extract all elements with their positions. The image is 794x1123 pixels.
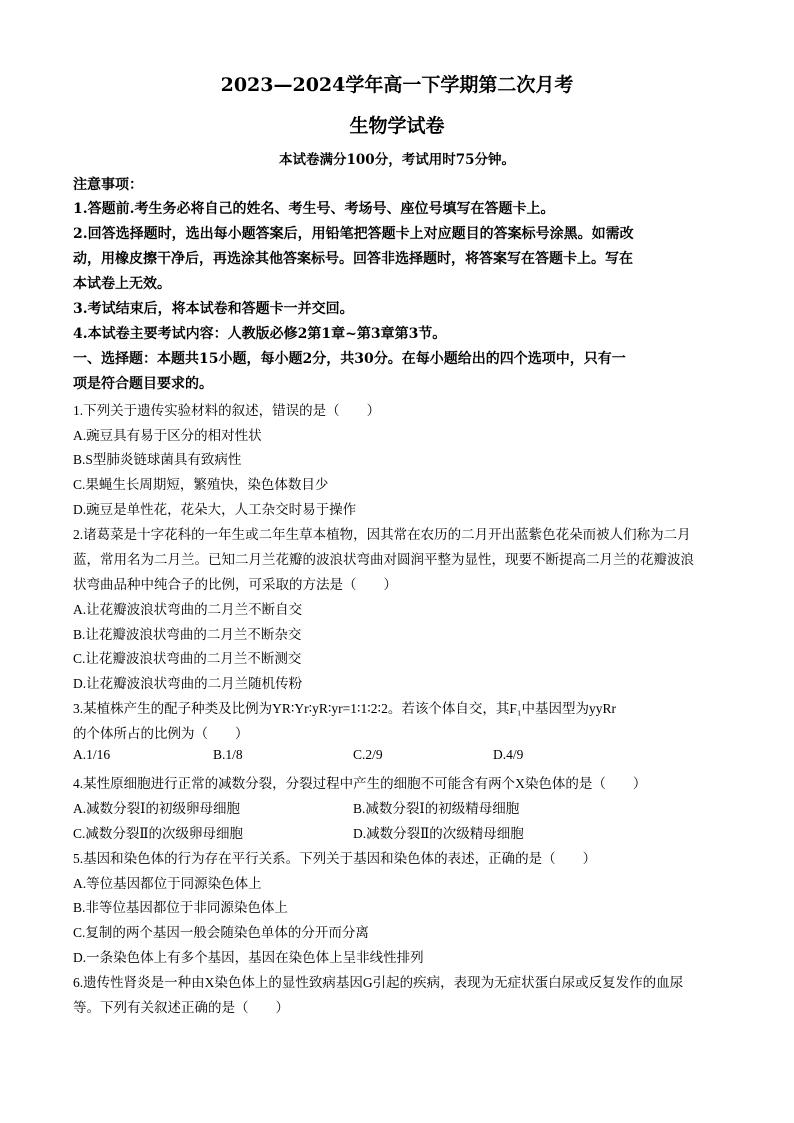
q3-option-a: A.1/16: [73, 747, 111, 762]
q1-option-d: D.豌豆是单性花，花朵大，人工杂交时易于操作: [73, 502, 357, 517]
notice-heading: 注意事项：: [73, 177, 143, 193]
q2-option-b: B.让花瓣波浪状弯曲的二月兰不断杂交: [73, 627, 302, 642]
q5-option-b: B.非等位基因都位于非同源染色体上: [73, 900, 288, 915]
q2-stem-line-2: 蓝，常用名为二月兰。已知二月兰花瓣的波浪状弯曲对圆润平整为显性，现要不断提高二月兰的花瓣波浪: [73, 552, 694, 567]
q3-option-d: D.4/9: [493, 747, 524, 762]
q1-option-b: B.S型肺炎链球菌具有致病性: [73, 452, 242, 467]
section-1-heading-line-2: 项是符合题目要求的。: [73, 376, 213, 392]
q5-stem: 5.基因和染色体的行为存在平行关系。下列关于基因和染色体的表述，正确的是（ ）: [73, 851, 597, 866]
notice-item-2-line-2: 动，用橡皮擦干净后，再选涂其他答案标号。回答非选择题时，将答案写在答题卡上。写在: [73, 251, 633, 267]
q2-stem-line-3: 状弯曲品种中纯合子的比例，可采取的方法是（ ）: [73, 577, 397, 592]
notice-item-4: 4.本试卷主要考试内容：人教版必修2第1章~第3章第3节。: [73, 326, 447, 342]
q4-stem: 4.某性原细胞进行正常的减数分裂，分裂过程中产生的细胞不可能含有两个X染色体的是（ ）: [73, 776, 647, 791]
q4-option-a: A.减数分裂Ⅰ的初级卵母细胞: [73, 801, 240, 816]
q2-option-a: A.让花瓣波浪状弯曲的二月兰不断自交: [73, 602, 303, 617]
exam-info: 本试卷满分100分，考试用时75分钟。: [279, 152, 515, 168]
q1-option-c: C.果蝇生长周期短，繁殖快，染色体数目少: [73, 477, 329, 492]
q1-stem: 1.下列关于遗传实验材料的叙述，错误的是（ ）: [73, 403, 381, 418]
q3-stem-line-1: 3.某植株产生的配子种类及比例为YR∶Yr∶yR∶yr=1∶1∶2∶2。若该个体自交，其F₁中基因型为yyRr: [73, 701, 617, 716]
q2-option-c: C.让花瓣波浪状弯曲的二月兰不断测交: [73, 651, 302, 666]
q4-option-c: C.减数分裂Ⅱ的次级卵母细胞: [73, 826, 244, 841]
q6-stem-line-2: 等。下列有关叙述正确的是（ ）: [73, 1000, 289, 1015]
q4-option-b: B.减数分裂Ⅰ的初级精母细胞: [353, 801, 520, 816]
notice-item-3: 3.考试结束后，将本试卷和答题卡一并交回。: [73, 301, 354, 317]
q5-option-d: D.一条染色体上有多个基因，基因在染色体上呈非线性排列: [73, 950, 424, 965]
notice-item-2-line-1: 2.回答选择题时，选出每小题答案后，用铅笔把答题卡上对应题目的答案标号涂黑。如需改: [73, 226, 634, 242]
q3-option-b: B.1/8: [213, 747, 243, 762]
q5-option-c: C.复制的两个基因一般会随染色单体的分开而分离: [73, 925, 369, 940]
section-1-heading-line-1: 一、选择题：本题共15小题，每小题2分，共30分。在每小题给出的四个选项中，只有一: [73, 351, 626, 367]
q2-option-d: D.让花瓣波浪状弯曲的二月兰随机传粉: [73, 676, 303, 691]
q4-option-d: D.减数分裂Ⅱ的次级精母细胞: [353, 826, 524, 841]
q5-option-a: A.等位基因都位于同源染色体上: [73, 876, 262, 891]
notice-item-2-line-3: 本试卷上无效。: [73, 276, 171, 292]
q3-stem-line-2: 的个体所占的比例为（ ）: [73, 726, 249, 741]
exam-subject: 生物学试卷: [349, 115, 445, 137]
notice-item-1: 1.答题前.考生务必将自己的姓名、考生号、考场号、座位号填写在答题卡上。: [73, 201, 555, 217]
q3-option-c: C.2/9: [353, 747, 383, 762]
q6-stem-line-1: 6.遗传性肾炎是一种由X染色体上的显性致病基因G引起的疾病，表现为无症状蛋白尿或反复发作的血尿: [73, 975, 684, 990]
q2-stem-line-1: 2.诸葛菜是十字花科的一年生或二年生草本植物，因其常在农历的二月开出蓝紫色花朵而被人们称为二月: [73, 527, 691, 542]
q1-option-a: A.豌豆具有易于区分的相对性状: [73, 428, 262, 443]
exam-title: 2023—2024学年高一下学期第二次月考: [220, 74, 574, 96]
